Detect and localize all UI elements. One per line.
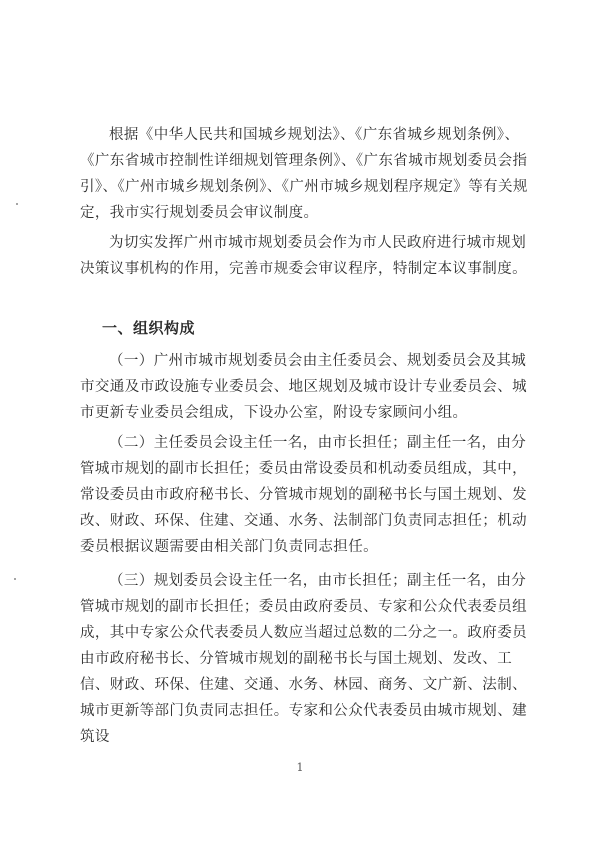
intro-paragraph-2: 为切实发挥广州市城市规划委员会作为市人民政府进行城市规划决策议事机构的作用，完善市规委会审议程序，特制定本议事制度。 <box>80 235 527 277</box>
intro-paragraph-1: 根据《中华人民共和国城乡规划法》、《广东省城乡规划条例》、《广东省城市控制性详细规划管理条例》、《广东省城市规划委员会指引》、《广州市城乡规划条例》、《广州市城乡规划程序规定》等有关规定，我市实行规划委员会审议制度。 <box>80 127 528 221</box>
section-paragraph-1: （一）广州市城市规划委员会由主任委员会、规划委员会及其城市交通及市政设施专业委员会、地区规划及城市设计专业委员会、城市更新专业委员会组成，下设办公室，附设专家顾问小组。 <box>80 353 527 421</box>
scan-speck <box>14 578 16 580</box>
page-number: 1 <box>296 761 304 774</box>
section-paragraph-2: （二）主任委员会设主任一名，由市长担任；副主任一名，由分管城市规划的副市长担任；委员由常设委员和机动委员组成，其中，常设委员由市政府秘书长、分管城市规划的副秘书长与国土规划、发改、财政、环保、住建、交通、水务、法制部门负责同志担任；机动委员根据议题需要由相关部门负责同志担任。 <box>80 435 527 555</box>
section-heading: 一、组织构成 <box>102 319 196 337</box>
section-paragraph-3: （三）规划委员会设主任一名，由市长担任；副主任一名，由分管城市规划的副市长担任；委员由政府委员、专家和公众代表委员组成，其中专家公众代表委员人数应当超过总数的二分之一。政府委员由市政府秘书长、分管城市规划的副秘书长与国土规划、发改、工信、财政、环保、住建、交通、水务、林园、商务、文广新、法制、城市更新等部门负责同志担任。专家和公众代表委员由城市规划、建筑设 <box>80 573 527 745</box>
scan-speck <box>16 203 18 205</box>
